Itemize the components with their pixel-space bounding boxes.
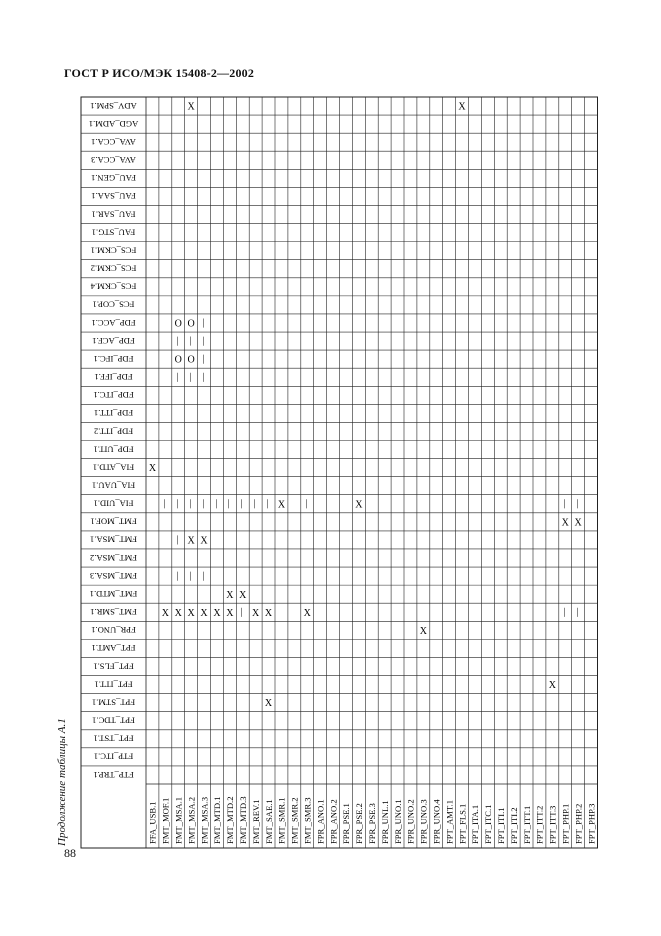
cell-dash: —: [185, 372, 196, 382]
row-label: FPT_AMT.1: [91, 643, 136, 654]
page-number: 88: [64, 846, 76, 860]
row-label: FAU_STG.1: [91, 227, 136, 238]
row-label: FDP_UIT.1: [93, 444, 134, 455]
row-label: FDP_ACC.1: [91, 317, 136, 328]
cell-dash: —: [237, 607, 248, 617]
row-label: FTP_TRP.1: [93, 769, 134, 780]
column-label: FPR_ANO.2: [328, 799, 339, 844]
row-label: FDP_IFF.1: [94, 372, 133, 383]
row-label: FMT_MOF.1: [90, 516, 137, 527]
cell-x: X: [561, 517, 569, 529]
row-label: FDP_IFC.1: [93, 353, 134, 364]
cell-dash: —: [198, 336, 209, 346]
cell-x: X: [187, 607, 195, 619]
cell-dash: —: [302, 499, 313, 509]
cell-x: X: [187, 101, 195, 113]
column-label: FMT_MTD.2: [225, 796, 236, 844]
document-header: ГОСТ Р ИСО/МЭК 15408-2—2002: [64, 66, 255, 80]
cell-o: O: [187, 318, 195, 330]
row-label: FPT_TST.1: [93, 733, 134, 744]
cell-x: X: [264, 698, 273, 710]
cell-dash: —: [572, 499, 583, 509]
column-label: FPT_ITT.3: [547, 805, 558, 844]
cell-dash: —: [250, 499, 261, 509]
cell-dash: —: [198, 318, 209, 328]
column-label: FPT_ITT.1: [521, 805, 532, 844]
column-label: FMT_REV.1: [250, 799, 261, 844]
row-label: FPT_ITT.1: [94, 679, 133, 690]
column-label: FMT_SMR.2: [289, 797, 300, 844]
column-label: FPR_PSE.1: [341, 803, 352, 844]
cell-x: X: [200, 535, 208, 547]
cell-x: X: [148, 463, 157, 475]
cell-x: X: [574, 517, 582, 529]
row-label: FAU_SAA.1: [91, 191, 136, 202]
cell-dash: —: [572, 607, 583, 617]
column-label: FPT_AMT.1: [444, 799, 455, 844]
column-label: FPT_ITA.1: [470, 804, 481, 844]
cell-x: X: [226, 607, 234, 619]
row-label: FCS_CKM.2: [90, 263, 137, 274]
row-label: FCS_CKM.4: [90, 281, 137, 292]
cell-dash: —: [160, 499, 171, 509]
column-label: FFA_USB.1: [147, 801, 158, 844]
row-label: FAU_GEN.1: [91, 173, 136, 184]
column-label: FPT_PHP.1: [560, 803, 571, 844]
column-label: FPR_PSE.3: [366, 803, 377, 844]
row-label: AVA_CCA.3: [91, 155, 136, 166]
column-label: FPR_UNL.1: [379, 800, 390, 844]
row-label: FIA_UAU.1: [91, 480, 136, 491]
cell-dash: —: [173, 336, 184, 346]
row-label: FMT_MSA.2: [89, 552, 138, 563]
column-label: FMT_SMR.3: [302, 797, 313, 844]
cell-x: X: [458, 101, 466, 113]
row-label: FCS_CKM.1: [90, 245, 137, 256]
cell-dash: —: [263, 499, 274, 509]
cell-dash: —: [185, 336, 196, 346]
row-label: FCS_COP.1: [92, 299, 135, 310]
column-label: FPT_ITT.2: [534, 805, 545, 844]
column-label: FPR_ANO.1: [315, 799, 326, 844]
cell-x: X: [277, 499, 286, 511]
cell-o: O: [174, 354, 182, 366]
row-label: FMT_MTD.1: [89, 588, 138, 599]
cell-x: X: [200, 607, 208, 619]
cell-x: X: [187, 535, 195, 547]
row-label: ADV_SPM.1: [90, 100, 137, 111]
column-label: FPT_PHP.2: [573, 803, 584, 844]
cell-dash: —: [173, 499, 184, 509]
cell-x: X: [239, 589, 247, 601]
column-label: FMT_MSA.3: [199, 796, 210, 844]
column-label: FPR_UNO.4: [431, 799, 442, 844]
column-label: FPT_ITI.1: [495, 807, 506, 844]
cell-x: X: [252, 607, 260, 619]
cell-x: X: [174, 607, 182, 619]
cell-x: X: [226, 589, 234, 601]
row-label: FMT_SMR.1: [90, 607, 137, 618]
column-label: FMT_MSA.2: [186, 796, 197, 844]
cell-dash: —: [198, 354, 209, 364]
column-label: FMT_SAE.1: [263, 799, 274, 844]
cell-x: X: [548, 680, 556, 692]
column-label: FPT_PHP.3: [586, 803, 597, 844]
table-continuation-caption: Продолжение таблицы А.1: [56, 718, 68, 846]
cell-dash: —: [173, 372, 184, 382]
cell-dash: —: [198, 499, 209, 509]
cell-dash: —: [185, 499, 196, 509]
cell-o: O: [174, 318, 182, 330]
cell-dash: —: [237, 499, 248, 509]
cell-dash: —: [560, 607, 571, 617]
row-label: FPT_TDC.1: [92, 715, 135, 726]
column-label: FPR_UNO.1: [392, 799, 403, 844]
column-label: FPT_FLS.1: [457, 803, 468, 844]
row-label: FDP_ITT.2: [93, 426, 134, 437]
cell-x: X: [213, 607, 221, 619]
cell-dash: —: [198, 372, 209, 382]
cell-x: X: [419, 625, 427, 637]
column-label: FPR_UNO.3: [418, 799, 429, 844]
row-label: FPR_UNO.1: [91, 625, 136, 636]
row-label: FPT_STM.1: [91, 697, 136, 708]
column-label: FPR_PSE.2: [354, 803, 365, 844]
column-label: FMT_MOF.1: [160, 797, 171, 844]
column-label: FPR_UNO.2: [405, 799, 416, 844]
cell-x: X: [355, 499, 363, 511]
row-label: FDP_ITC.1: [93, 390, 134, 401]
cell-dash: —: [173, 535, 184, 545]
row-label: FIA_UID.1: [93, 498, 134, 509]
cell-x: X: [303, 607, 311, 619]
row-label: FIA_ATD.1: [92, 462, 135, 473]
row-label: FAU_SAR.1: [91, 209, 136, 220]
row-label: FMT_MSA.1: [89, 534, 138, 545]
cell-x: X: [264, 607, 273, 619]
column-label: FPT_ITC.1: [483, 804, 494, 844]
column-label: FMT_MTD.3: [237, 796, 248, 844]
row-label: AGD_ADM.1: [88, 118, 139, 129]
cell-dash: —: [198, 571, 209, 581]
row-label: FPT_FLS.1: [93, 661, 134, 672]
cell-dash: —: [185, 571, 196, 581]
row-label: FMT_MSA.3: [89, 570, 138, 581]
cell-dash: —: [211, 499, 222, 509]
row-label: FTP_ITC.1: [93, 751, 134, 762]
column-label: FMT_MSA.1: [173, 796, 184, 844]
cell-x: X: [161, 607, 169, 619]
cell-dash: —: [173, 571, 184, 581]
row-label: FDP_ITT.1: [93, 408, 134, 419]
column-label: FPT_ITI.2: [508, 807, 519, 844]
cell-dash: —: [560, 499, 571, 509]
column-label: FMT_MTD.1: [212, 796, 223, 844]
row-label: FDP_ACF.1: [92, 335, 135, 346]
column-label: FMT_SMR.1: [276, 797, 287, 844]
cell-o: O: [187, 354, 195, 366]
cell-dash: —: [224, 499, 235, 509]
row-label: AVA_CCA.1: [91, 136, 136, 147]
